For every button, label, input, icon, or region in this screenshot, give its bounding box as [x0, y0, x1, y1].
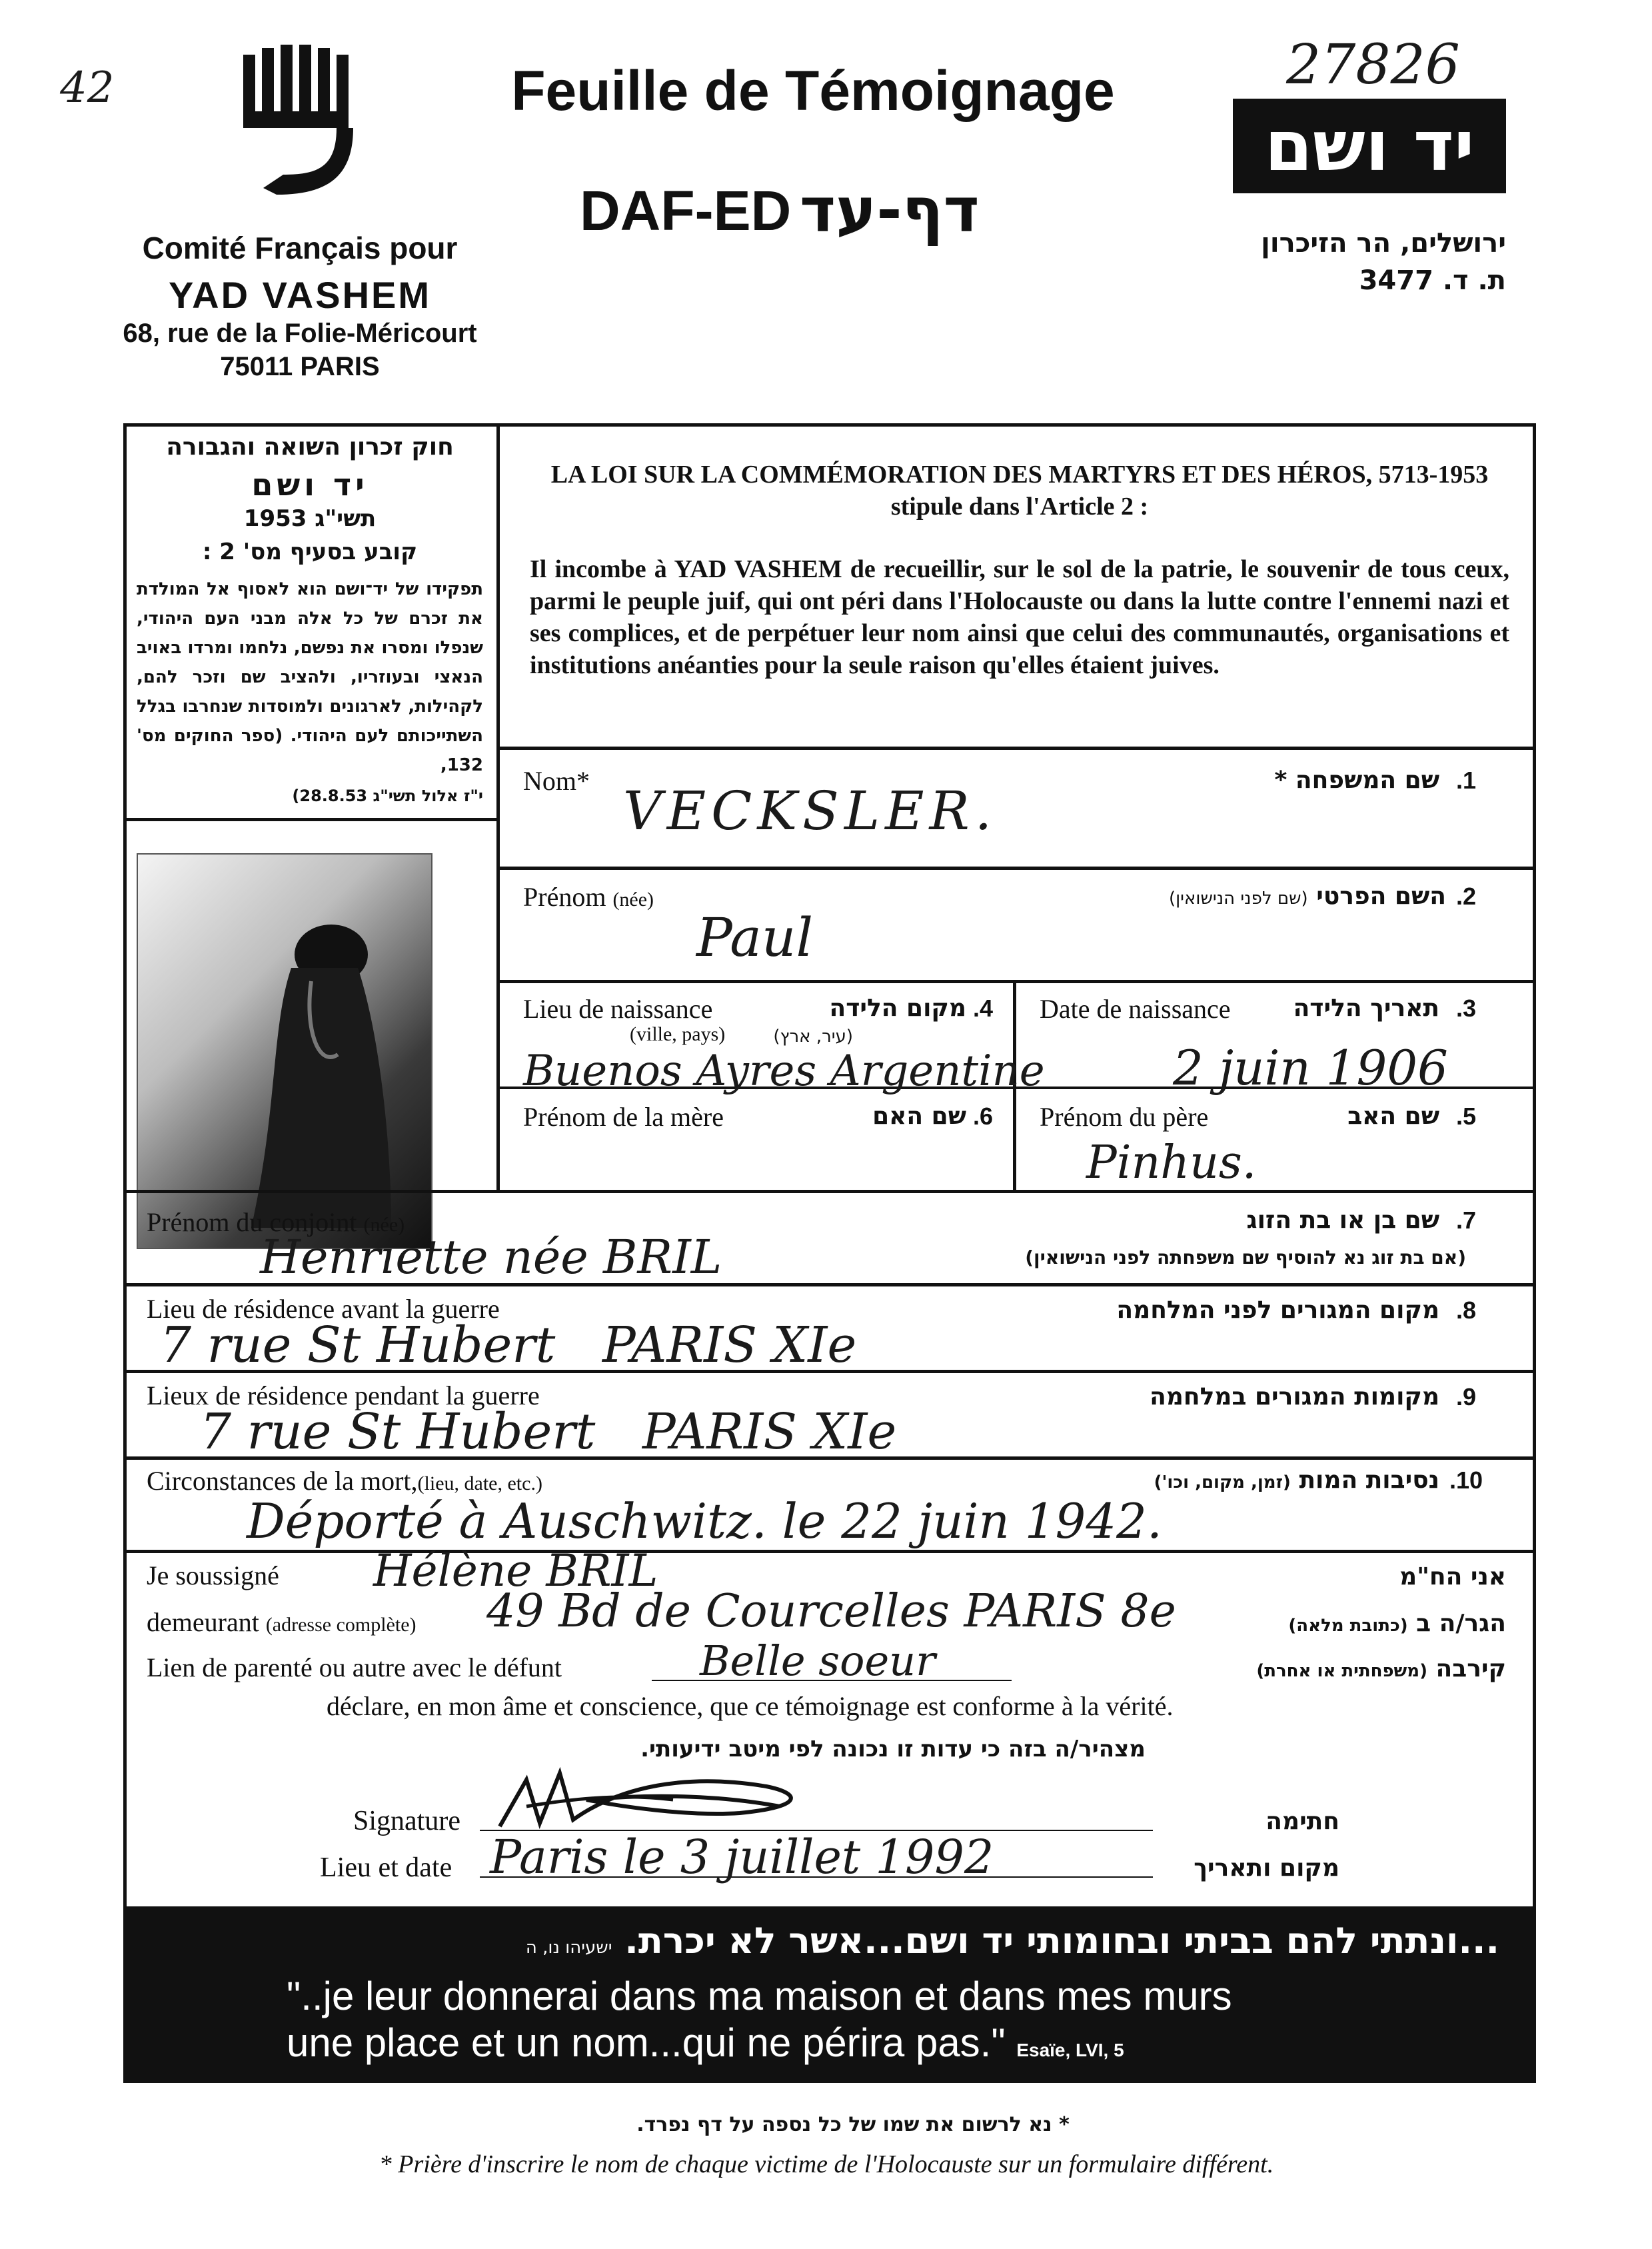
- soussigne-hebrew: אני הח"מ: [1399, 1563, 1506, 1590]
- date-naissance-number: .3: [1456, 995, 1477, 1022]
- margin-note: 42: [60, 63, 115, 113]
- lieu-date-value[interactable]: Paris le 3 juillet 1992: [490, 1830, 994, 1884]
- banner-ref: Esaïe, LVI, 5: [1016, 2040, 1124, 2060]
- lieu-date-hebrew: מקום ותאריך: [1194, 1854, 1339, 1882]
- lieu-naissance-number: .4: [973, 995, 994, 1022]
- prenom-pere-number: .5: [1456, 1103, 1477, 1130]
- footer-french: * Prière d'inscrire le nom de chaque victime de l'Holocauste sur un formulaire différent.: [379, 2150, 1274, 2178]
- law-french-subtitle: stipule dans l'Article 2 :: [890, 493, 1149, 521]
- law-french-title: LA LOI SUR LA COMMÉMORATION DES MARTYRS ET DES HÉROS, 5713-1953: [550, 461, 1489, 489]
- subtitle-latin: DAF-ED: [580, 179, 792, 242]
- circonstances-label-note: (lieu, date, etc.): [417, 1472, 542, 1494]
- demeurant-hebrew: [1239, 1610, 1506, 1637]
- prenom-label-note: (née): [612, 889, 654, 911]
- footer-hebrew: * נא לרשום את שמו של כל נספה על דף נפרד.: [636, 2113, 1070, 2136]
- soussigne-value[interactable]: Hélène BRIL: [373, 1545, 658, 1596]
- address-line-2: 75011 PARIS: [220, 352, 380, 381]
- nom-label: Nom*: [523, 766, 590, 796]
- residence-pendant-number: .9: [1456, 1383, 1477, 1410]
- yad-vashem-logo: יד ושם: [1233, 99, 1506, 193]
- residence-avant-hebrew: מקום המגורים לפני המלחמה: [1116, 1296, 1439, 1324]
- demeurant-hebrew-text: הגר/ה ב: [1416, 1610, 1506, 1637]
- date-naissance-value[interactable]: 2 juin 1906: [1173, 1040, 1448, 1096]
- law-hebrew-body: תפקידו של יד־ושם הוא לאסוף אל המולדת את זכרם של כל אלה מבני העם היהודי, שנפלו ומסרו את נפשם, נלחמו ומרדו באויב הנאצי ובעוזריו, ולהציב שם וזכר להם, לקהילות, לארגונים ולמוסדות שנחרבו בגלל השתייכותם לעם היהודי. (ספר החוקים מס' 132,: [137, 579, 483, 775]
- demeurant-label: [147, 1606, 416, 1638]
- demeurant-hebrew-note: (כתובת מלאה): [1288, 1616, 1408, 1636]
- prenom-pere-hebrew: שם האב: [1347, 1103, 1439, 1130]
- prenom-value[interactable]: Paul: [696, 907, 814, 969]
- lieu-date-label: Lieu et date: [320, 1852, 452, 1883]
- hebrew-address-2: ת. ד. 3477: [1359, 265, 1506, 296]
- banner-hebrew-text: ...ונתתי להם בביתי ובחומותי יד ושם...אשר לא יכרת.: [624, 1920, 1499, 1962]
- conjoint-hebrew: שם בן או בת הזוג: [1246, 1206, 1439, 1234]
- lieu-naissance-hebrew-note: (עיר, ארץ): [773, 1027, 853, 1047]
- circonstances-hebrew: [1000, 1466, 1439, 1494]
- banner-french-line-1: "..je leur donnerai dans ma maison et dans mes murs: [287, 1974, 1232, 2018]
- date-naissance-label: Date de naissance: [1040, 994, 1231, 1024]
- residence-avant-label: Lieu de résidence avant la guerre: [147, 1294, 500, 1324]
- law-hebrew-date: י"ז אלול תשי"ג 28.8.53): [292, 787, 483, 805]
- law-french-body: Il incombe à YAD VASHEM de recueillir, sur le sol de la patrie, le souvenir de tous ceux, parmi le peuple juif, qui ont péri dans l'Holocauste ou dans la lutte contre l'ennemi nazi et ses complices, et de perpétuer leur nom ainsi que celui des communautés, organisations et institutions anéanties pour la seule raison qu'elles étaient juives.: [530, 555, 1509, 679]
- demeurant-label-text: demeurant: [147, 1607, 259, 1637]
- prenom-mere-number: .6: [973, 1103, 994, 1130]
- law-hebrew-org: יד ושם: [251, 467, 369, 503]
- date-naissance-hebrew: תאריך הלידה: [1293, 995, 1439, 1022]
- banner-french-line-2: [287, 2020, 1124, 2066]
- nom-hebrew-label: שם המשפחה *: [1274, 767, 1439, 794]
- declaration-french: déclare, en mon âme et conscience, que ce témoignage est conforme à la vérité.: [327, 1691, 1174, 1721]
- signature-hebrew: חתימה: [1265, 1808, 1339, 1835]
- lieu-naissance-value[interactable]: Buenos Ayres Argentine: [523, 1047, 1045, 1096]
- address-line-1: 68, rue de la Folie-Méricourt: [123, 319, 477, 348]
- prenom-number: .2: [1456, 883, 1477, 910]
- circonstances-hebrew-note: (זמן, מקום, וכו'): [1154, 1472, 1291, 1492]
- banner-hebrew-ref: ישעיהו נו, ה: [525, 1938, 612, 1958]
- circonstances-value[interactable]: Déporté à Auschwitz. le 22 juin 1942.: [247, 1493, 1162, 1549]
- residence-avant-number: .8: [1456, 1296, 1477, 1324]
- file-number: 27826: [1286, 33, 1460, 97]
- hebrew-address-1: ירושלים, הר הזיכרון: [1261, 228, 1506, 259]
- prenom-mere-hebrew: שם האם: [872, 1103, 966, 1130]
- residence-avant-value[interactable]: 7 rue St Hubert PARIS XIe: [160, 1316, 857, 1374]
- lieu-naissance-hebrew: מקום הלידה: [829, 995, 966, 1022]
- circonstances-label: [147, 1465, 542, 1496]
- declaration-hebrew: מצהיר/ה בזה כי עדות זו נכונה לפי מיטב ידיעותי.: [640, 1736, 1146, 1762]
- lieu-naissance-note: (ville, pays): [630, 1023, 726, 1045]
- conjoint-number: .7: [1456, 1206, 1477, 1234]
- conjoint-label-note: (née): [363, 1214, 405, 1236]
- lien-label: Lien de parenté ou autre avec le défunt: [147, 1652, 562, 1682]
- org-name: YAD VASHEM: [168, 274, 432, 316]
- prenom-label: [523, 881, 654, 913]
- conjoint-label-text: Prénom du conjoint: [147, 1207, 357, 1237]
- prenom-hebrew-note: (שם לפני הנישואין): [1168, 889, 1308, 909]
- signature-label: Signature: [353, 1806, 460, 1836]
- circonstances-hebrew-text: נסיבות המות: [1299, 1466, 1439, 1494]
- portrait-figure-icon: [138, 855, 431, 1248]
- prenom-pere-label: Prénom du père: [1040, 1102, 1209, 1132]
- lien-hebrew-text: קירבה: [1435, 1655, 1506, 1682]
- banner-french-line-2-text: une place et un nom...qui ne périra pas.": [287, 2020, 1006, 2065]
- prenom-hebrew-label: [966, 883, 1446, 910]
- circonstances-number: .10: [1449, 1466, 1483, 1494]
- lieu-naissance-label: Lieu de naissance: [523, 994, 713, 1024]
- committee-label: Comité Français pour: [142, 231, 458, 265]
- page-title: Feuille de Témoignage: [511, 59, 1115, 122]
- nom-value[interactable]: VECKSLER.: [623, 780, 998, 842]
- lien-hebrew-note: (משפחתית או אחרת): [1256, 1661, 1427, 1681]
- prenom-pere-value[interactable]: Pinhus.: [1086, 1136, 1257, 1189]
- law-hebrew-article: קובע בסעיף מס' 2 :: [202, 539, 418, 565]
- nom-number: .1: [1456, 767, 1477, 794]
- law-hebrew-title: חוק זכרון השואה והגבורה: [166, 433, 454, 461]
- subtitle-hebrew: דף-עד: [800, 175, 980, 246]
- soussigne-label: Je soussigné: [147, 1560, 279, 1590]
- residence-pendant-hebrew: מקומות המגורים במלחמה: [1150, 1383, 1439, 1410]
- lien-hebrew: [1213, 1655, 1506, 1682]
- yad-vashem-emblem-icon: [237, 41, 363, 201]
- prenom-label-text: Prénom: [523, 882, 606, 912]
- residence-pendant-label: Lieux de résidence pendant la guerre: [147, 1380, 540, 1410]
- demeurant-label-note: (adresse complète): [265, 1614, 416, 1636]
- circonstances-label-text: Circonstances de la mort,: [147, 1466, 418, 1496]
- lien-value[interactable]: Belle soeur: [700, 1636, 936, 1685]
- banner-hebrew: [153, 1920, 1499, 1962]
- residence-pendant-value[interactable]: 7 rue St Hubert PARIS XIe: [200, 1403, 897, 1460]
- conjoint-hebrew-note: (אם בת זוג נא להוסיף שם משפחתה לפני הנישואין): [1025, 1246, 1466, 1268]
- signature-scribble-icon[interactable]: [486, 1760, 833, 1840]
- prenom-hebrew-text: השם הפרטי: [1316, 883, 1446, 910]
- prenom-mere-label: Prénom de la mère: [523, 1102, 724, 1132]
- law-hebrew-year: תשי"ג 1953: [243, 505, 377, 532]
- conjoint-value[interactable]: Henriette née BRIL: [260, 1230, 722, 1284]
- demeurant-value[interactable]: 49 Bd de Courcelles PARIS 8e: [486, 1585, 1176, 1638]
